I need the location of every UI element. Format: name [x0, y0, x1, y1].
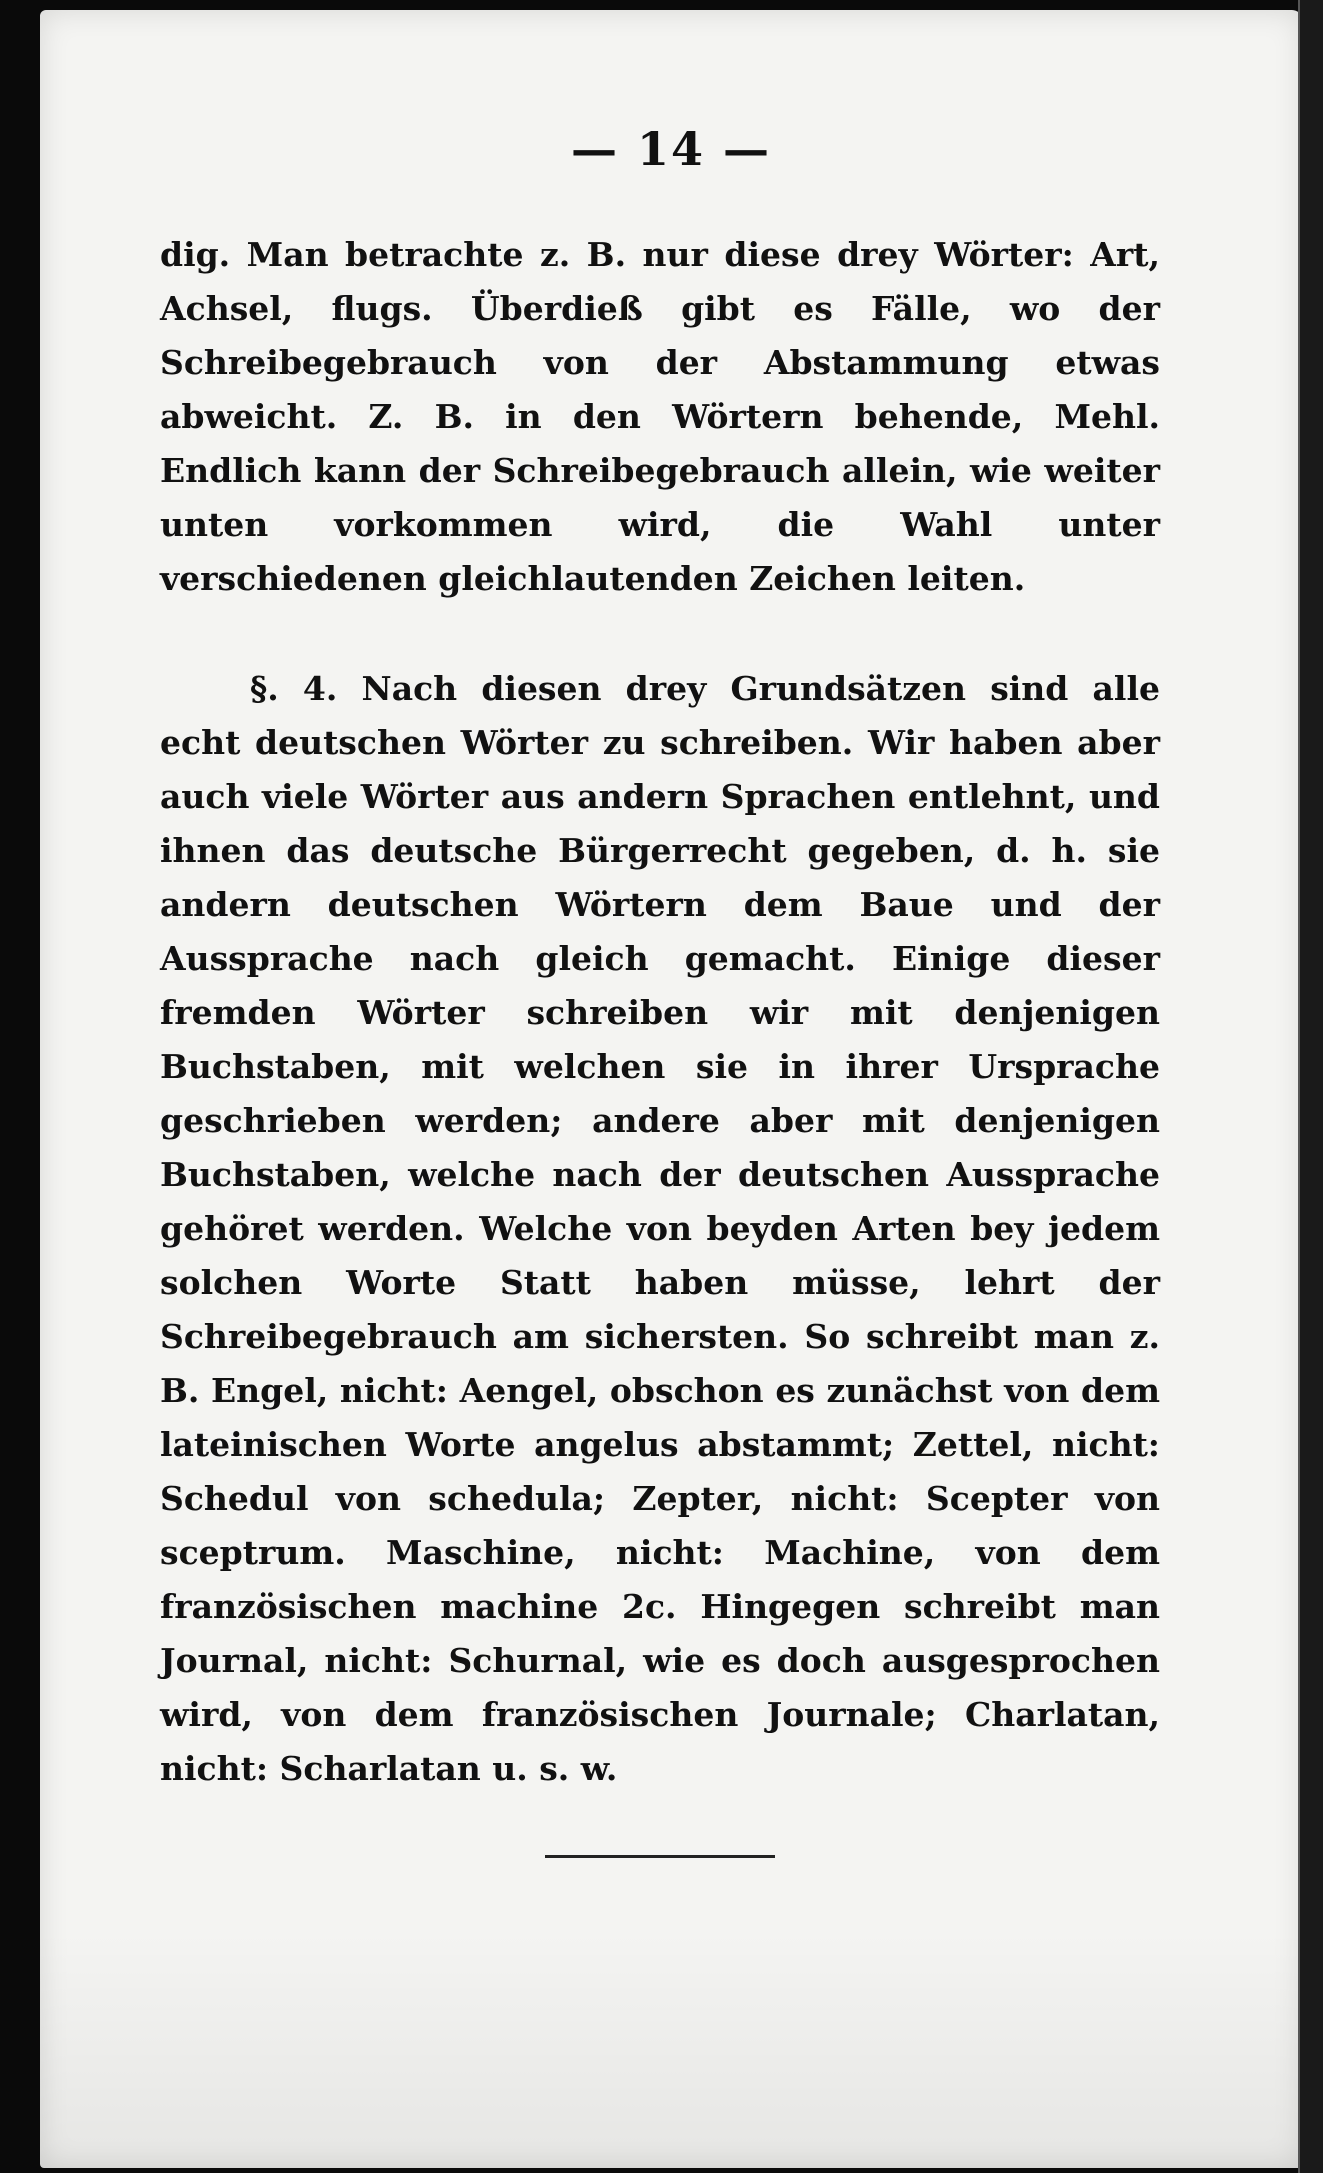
page-body	[160, 228, 1160, 1796]
paragraph-section-4: §. 4. Nach diesen drey Grundsätzen sind alle echt deutschen Wörter zu schreiben. Wir haben aber auch viele Wörter aus andern Sprachen entlehnt, und ihnen das deutsche Bürgerrecht gegeben, d. h. sie andern deutschen Wörtern dem Baue und der Aussprache nach gleich gemacht. Einige dieser fremden Wörter schreiben wir mit denjenigen Buchstaben, mit welchen sie in ihrer Ursprache geschrieben werden; andere aber mit denjenigen Buchstaben, welche nach der deutschen Aussprache gehöret werden. Welche von beyden Arten bey jedem solchen Worte Statt haben müsse, lehrt der Schreibegebrauch am sichersten. So schreibt man z. B. Engel, nicht: Aengel, obschon es zunächst von dem lateinischen Worte angelus abstammt; Zettel, nicht: Schedul von schedula; Zepter, nicht: Scepter von sceptrum. Maschine, nicht: Machine, von dem französischen machine 2c. Hingegen schreibt man Journal, nicht: Schurnal, wie es doch ausgesprochen wird, von dem französischen Journale; Charlatan, nicht: Scharlatan u. s. w.	[160, 669, 1160, 1788]
end-rule	[545, 1855, 775, 1858]
page-number: — 14 —	[570, 122, 772, 176]
adjacent-page-edge	[1298, 0, 1323, 2173]
paragraph-continuation: dig. Man betrachte z. B. nur diese drey Wörter: Art, Achsel, flugs. Überdieß gibt es Fälle, wo der Schreibegebrauch von der Abstammung etwas abweicht. Z. B. in den Wörtern behende, Mehl. Endlich kann der Schreibegebrauch allein, wie weiter unten vorkommen wird, die Wahl unter verschiedenen gleichlautenden Zeichen leiten.	[160, 235, 1160, 598]
